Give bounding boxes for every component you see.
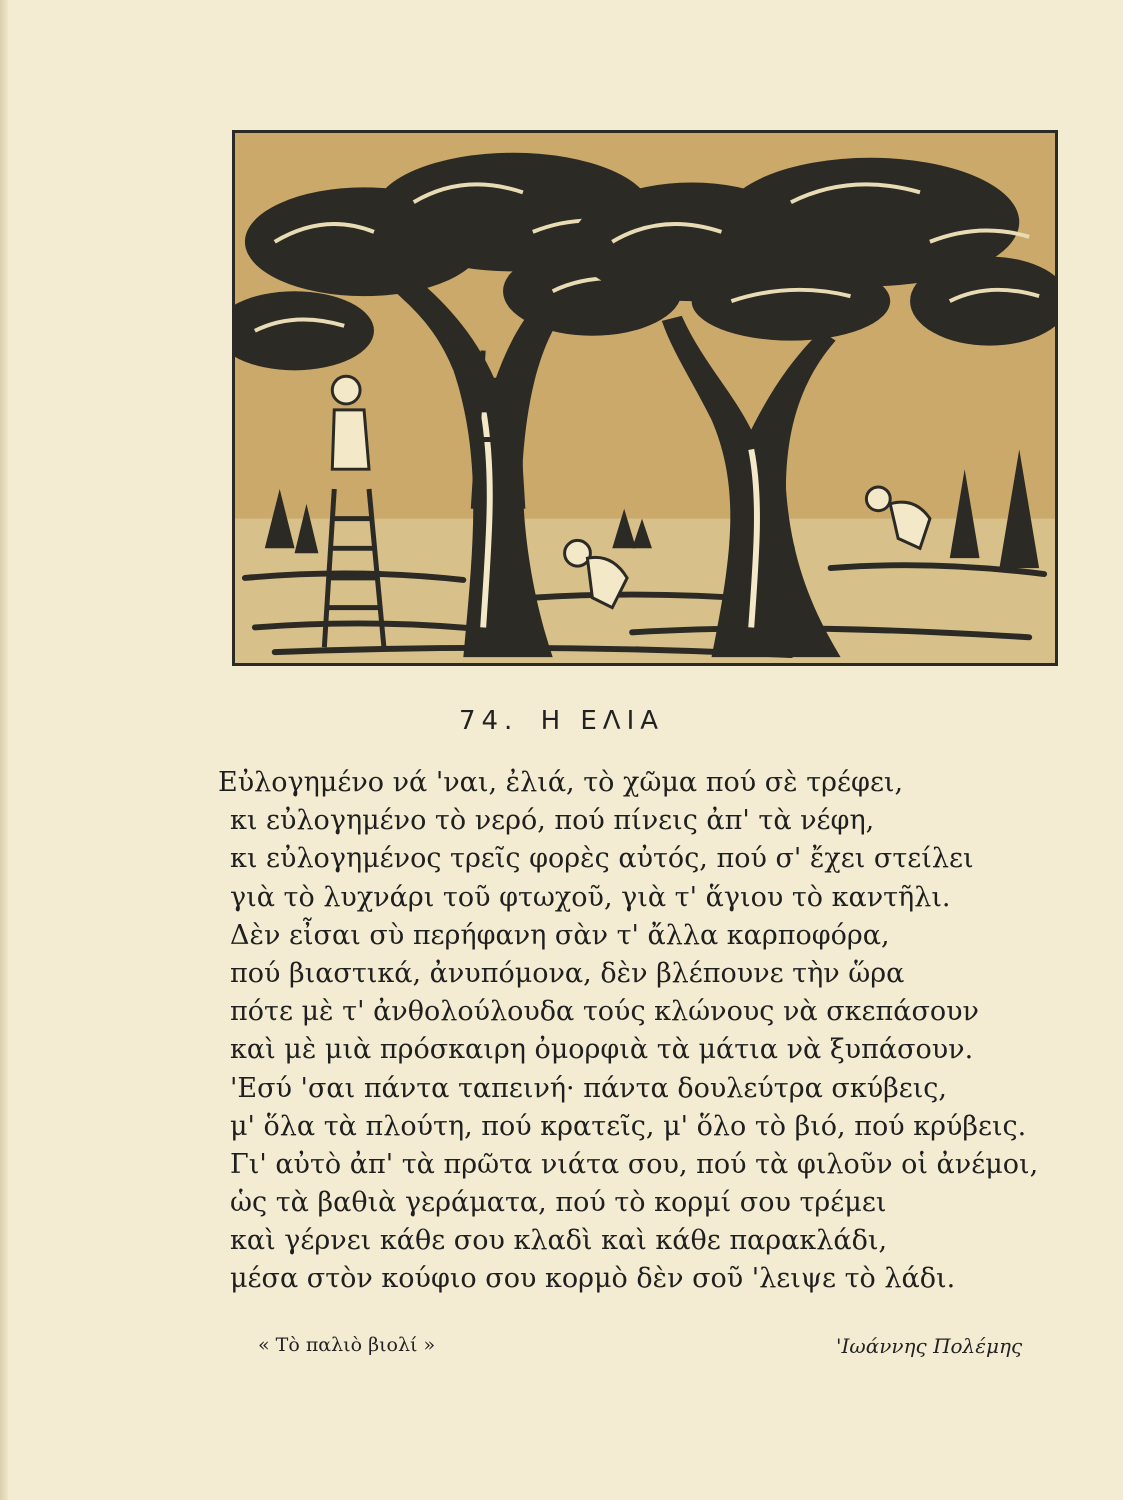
woodcut-olive-trees-image <box>235 133 1055 663</box>
source-citation: « Τὸ παλιὸ βιολί » <box>258 1334 436 1356</box>
poem-line: μέσα στὸν κούφιο σου κορμὸ δὲν σοῦ 'λειψε τὸ λάδι. <box>230 1263 956 1295</box>
poem-line: Δὲν εἶσαι σὺ περήφανη σὰν τ' ἄλλα καρποφόρα, <box>230 919 890 951</box>
poem-number: 74. <box>458 706 519 736</box>
poem-line: μ' ὅλα τὰ πλούτη, πού κρατεῖς, μ' ὅλο τὸ βιό, πού κρύβεις. <box>230 1110 1027 1142</box>
poem-line: πότε μὲ τ' ἀνθολούλουδα τούς κλώνους νὰ σκεπάσουν <box>230 996 979 1028</box>
poem-line: καὶ γέρνει κάθε σου κλαδὶ καὶ κάθε παρακλάδι, <box>230 1225 888 1257</box>
poem-line: καὶ μὲ μιὰ πρόσκαιρη ὀμορφιὰ τὰ μάτια νὰ ξυπάσουν. <box>230 1034 974 1066</box>
poem-line: Εὐλογημένο νά 'ναι, ἐλιά, τὸ χῶμα πού σὲ τρέφει, <box>218 767 904 798</box>
poem-line: Γι' αὐτὸ ἀπ' τὰ πρῶτα νιάτα σου, πού τὰ φιλοῦν οἱ ἀνέμοι, <box>230 1148 1039 1180</box>
poem-line: κι εὐλογημένο τὸ νερό, πού πίνεις ἀπ' τὰ νέφη, <box>230 805 875 837</box>
poem-line: γιὰ τὸ λυχνάρι τοῦ φτωχοῦ, γιὰ τ' ἅγιου τὸ καντῆλι. <box>230 881 951 913</box>
poem-line: κι εὐλογημένος τρεῖς φορὲς αὐτός, πού σ' ἔχει στείλει <box>230 843 974 875</box>
poem-line: ὡς τὰ βαθιὰ γεράματα, πού τὸ κορμί σου τρέμει <box>230 1187 887 1219</box>
olive-grove-illustration <box>232 130 1058 666</box>
page-edge <box>0 0 8 1500</box>
poem-line: πού βιαστικά, ἀνυπόμονα, δὲν βλέπουνε τὴν ὥρα <box>230 957 905 989</box>
poem-title <box>0 706 1123 736</box>
author-name: 'Ιωάννης Πολέμης <box>836 1334 1023 1358</box>
poem-line: 'Εσύ 'σαι πάντα ταπεινή· πάντα δουλεύτρα σκύβεις, <box>230 1072 948 1104</box>
poem-title-text: Η ΕΛΙΑ <box>540 706 665 736</box>
poem-body <box>218 764 1058 1299</box>
